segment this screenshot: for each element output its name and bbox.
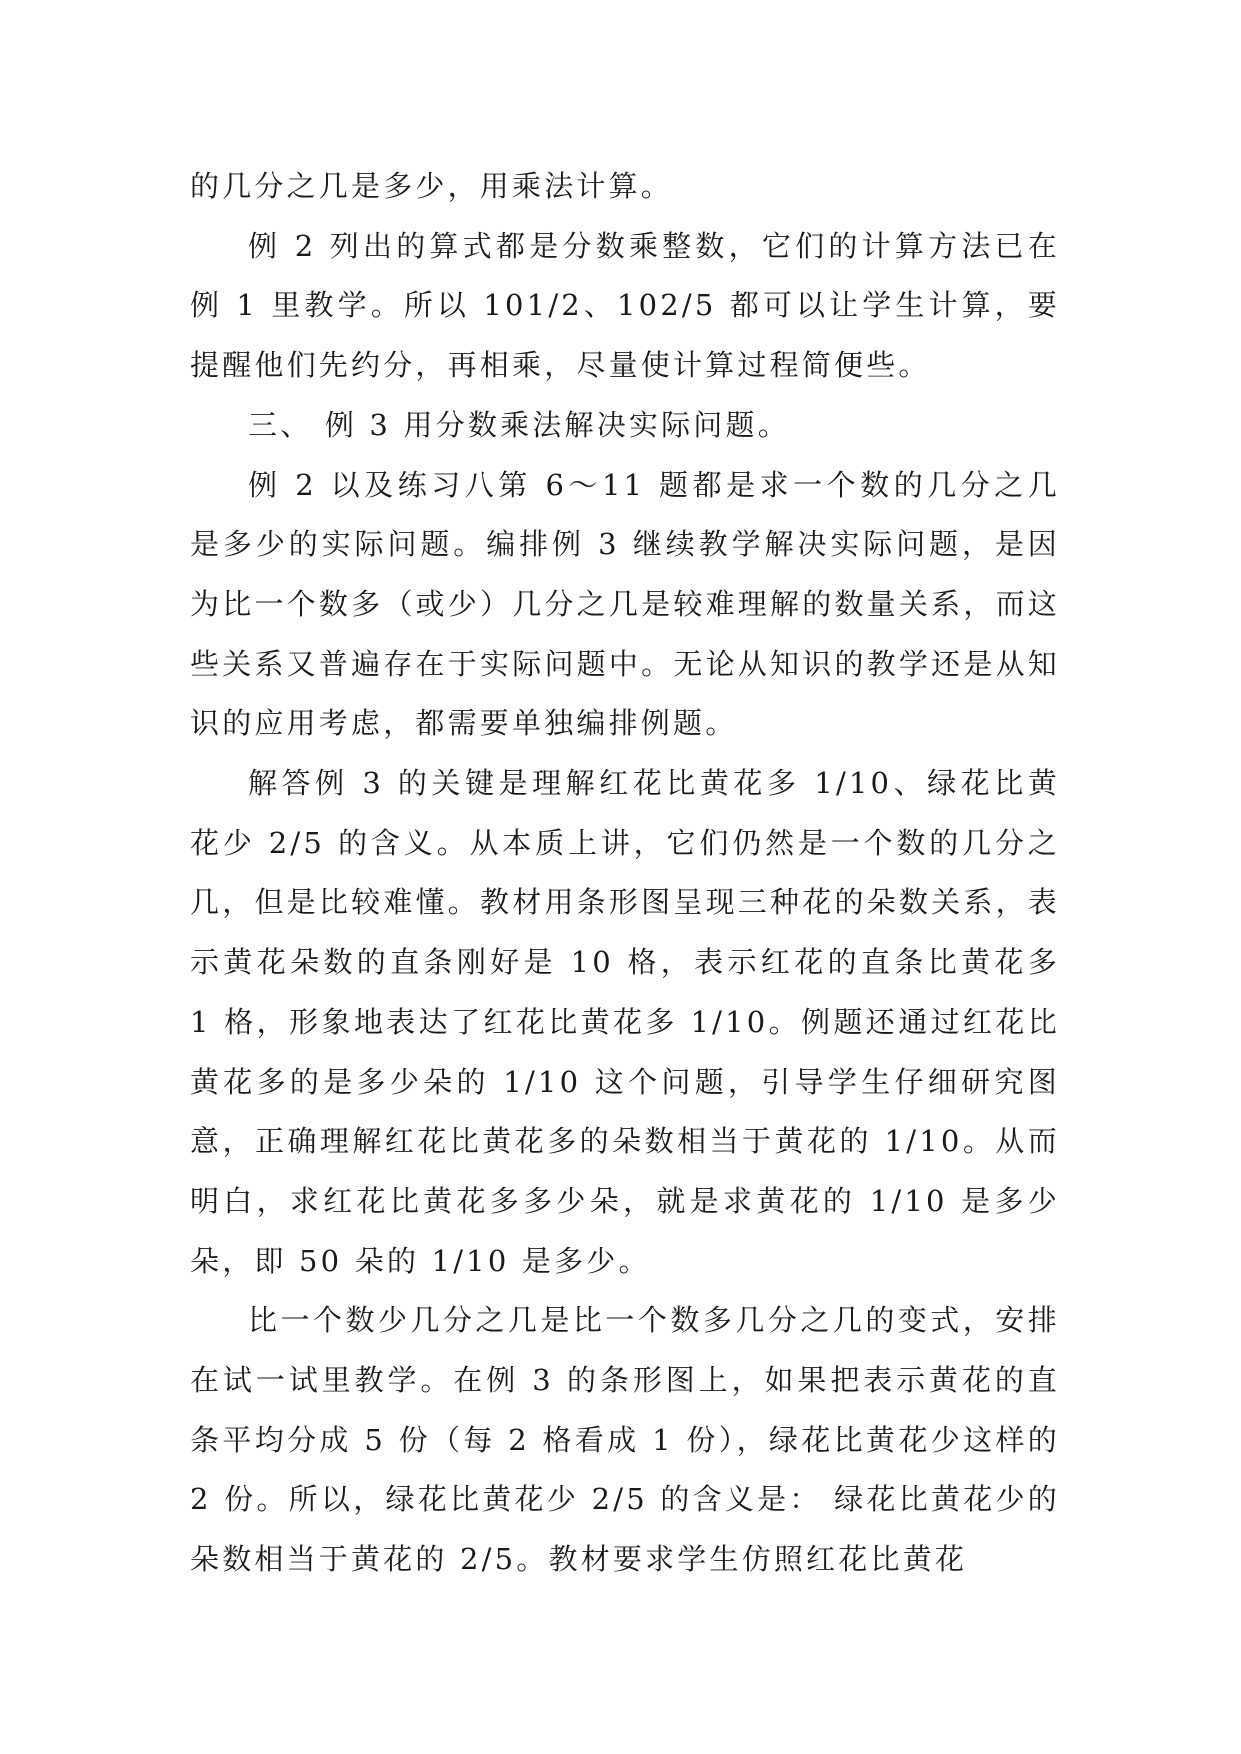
paragraph-4: 例 2 以及练习八第 6～11 题都是求一个数的几分之几是多少的实际问题。编排例 3 继续教学解决实际问题，是因为比一个数多（或少）几分之几是较难理解的数量关系，而这些关系又普遍存在于实际问题中。无论从知识的教学还是从知识的应用考虑，都需要单独编排例题。: [190, 467, 1060, 741]
paragraph-1: 的几分之几是多少，用乘法计算。: [190, 169, 674, 203]
paragraph-5: 解答例 3 的关键是理解红花比黄花多 1/10、绿花比黄花少 2/5 的含义。从本质上讲，它们仍然是一个数的几分之几，但是比较难懂。教材用条形图呈现三种花的朵数关系，表示黄花朵数的直条刚好是 10 格，表示红花的直条比黄花多 1 格，形象地表达了红花比黄花多 1/10。例题还通过红花比黄花多的是多少朵的 1/10 这个问题，引导学生仔细研究图意，正确理解红花比黄花多的朵数相当于黄花的 1/10。从而明白，求红花比黄花多多少朵，就是求黄花的 1/10 是多少朵，即 50 朵的 1/10 是多少。: [190, 766, 1073, 1278]
paragraph-3: 三、 例 3 用分数乘法解决实际问题。: [248, 407, 790, 442]
paragraph-2: 例 2 列出的算式都是分数乘整数，它们的计算方法已在例 1 里教学。所以 101/2、102/5 都可以让学生计算，要提醒他们先约分，再相乘，尽量使计算过程简便些。: [190, 228, 1060, 383]
paragraph-6: 比一个数少几分之几是比一个数多几分之几的变式，安排在试一试里教学。在例 3 的条形图上，如果把表示黄花的直条平均分成 5 份（每 2 格看成 1 份），绿花比黄花少这样的 2 份。所以，绿花比黄花少 2/5 的含义是： 绿花比黄花少的朵数相当于黄花的 2/5。教材要求学生仿照红花比黄花: [190, 1303, 1073, 1577]
document-page: [190, 157, 1073, 1590]
